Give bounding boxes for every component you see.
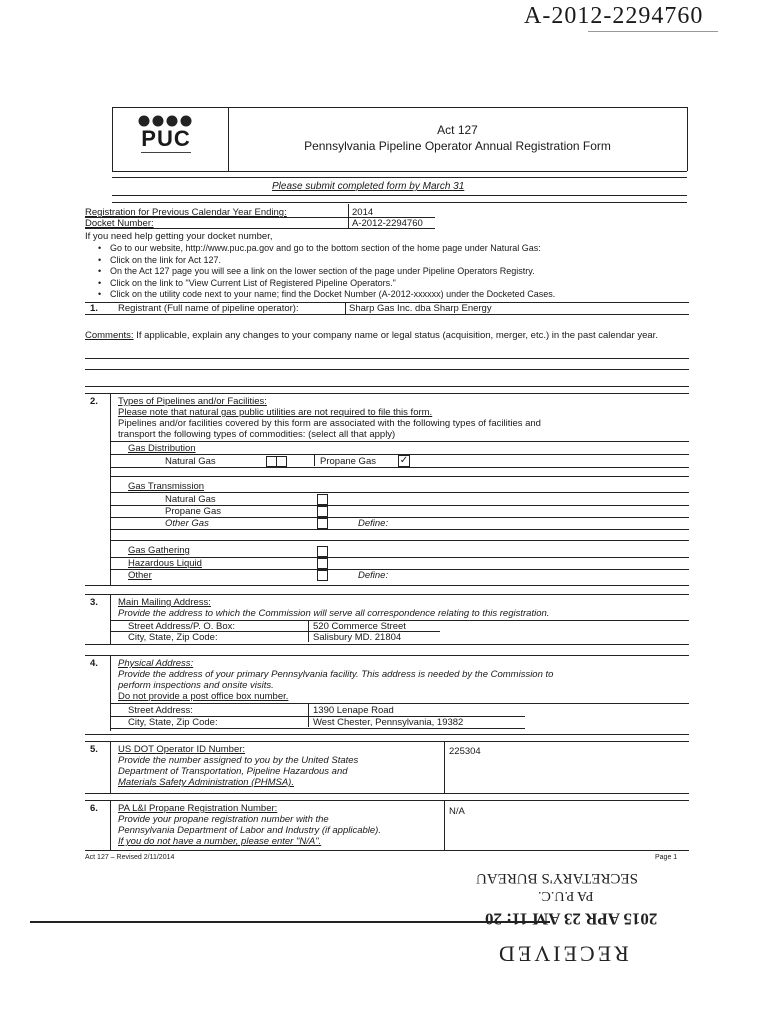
- section3-num: 3.: [90, 597, 98, 608]
- section1-divider: [345, 302, 346, 314]
- logo-text: PUC: [141, 126, 191, 151]
- gas-gathering-label: Gas Gathering: [128, 545, 190, 556]
- submit-row-bottom-2: [112, 202, 687, 203]
- physical-divider: [308, 703, 309, 727]
- help-bullet-5: • Click on the utility code next to your name; find the Docket Number (A-2012-xxxxxx) under the Docketed Cases.: [92, 289, 555, 301]
- trans-natural-gas-label: Natural Gas: [165, 494, 216, 505]
- physical-street-label: Street Address:: [128, 705, 193, 716]
- section4-desc-1: Provide the address of your primary Pennsylvania facility. This address is needed by the Commission to: [118, 669, 554, 680]
- trans-other-gas-checkbox[interactable]: [317, 518, 328, 529]
- stamp-pa-puc: PA P.U.C.: [538, 887, 594, 903]
- help-bullet-4: • Click on the link to "View Current List of Registered Pipeline Operators.": [92, 278, 555, 290]
- section2-desc-1: Pipelines and/or facilities covered by this form are associated with the following types of facilities and: [118, 418, 541, 429]
- section6-num: 6.: [90, 803, 98, 814]
- section3-top: [85, 594, 689, 595]
- section5-desc-3: Materials Safety Administration (PHMSA).: [118, 777, 294, 788]
- help-bullets: [92, 243, 555, 301]
- footer-page: Page 1: [655, 854, 678, 861]
- section4-title: Physical Address:: [118, 658, 194, 669]
- section2-note: Please note that natural gas public utilities are not required to file this form.: [118, 407, 433, 418]
- gas-transmission-label: Gas Transmission: [128, 481, 205, 492]
- section6-title: PA L&I Propane Registration Number:: [118, 803, 278, 814]
- section4-bottom: [85, 734, 689, 735]
- comments-line-1: [85, 358, 689, 359]
- section3-bottom: [85, 644, 689, 645]
- dist-natural-gas-checkbox-2[interactable]: [276, 456, 287, 467]
- dist-row-bottom-2: [110, 476, 689, 477]
- section5-num: 5.: [90, 744, 98, 755]
- logo-underline: [141, 152, 191, 153]
- stamp-received: RECEIVED: [496, 941, 629, 967]
- dist-natural-gas-label: Natural Gas: [165, 456, 216, 467]
- section1-bottom: [85, 314, 689, 315]
- section5-num-divider: [110, 741, 111, 793]
- physical-city-line: [110, 728, 525, 729]
- trans-propane-gas-label: Propane Gas: [165, 506, 221, 517]
- physical-city-label: City, State, Zip Code:: [128, 717, 218, 728]
- section4-num-divider: [110, 655, 111, 731]
- physical-city-value[interactable]: West Chester, Pennsylvania, 19382: [313, 717, 464, 728]
- stamp-rule: [30, 921, 550, 923]
- section2-top: [85, 393, 689, 394]
- header-left-border: [112, 107, 113, 171]
- section3-num-divider: [110, 594, 111, 644]
- section4-desc-3: Do not provide a post office box number.: [118, 691, 289, 702]
- gas-gathering-checkbox[interactable]: [317, 546, 328, 557]
- mailing-street-value[interactable]: 520 Commerce Street: [313, 621, 406, 632]
- section5-desc-2: Department of Transportation, Pipeline Hazardous and: [118, 766, 348, 777]
- other-facility-label: Other: [128, 570, 152, 581]
- help-intro: If you need help getting your docket number,: [85, 231, 273, 242]
- trans-other-gas-label: Other Gas: [165, 518, 209, 529]
- section6-desc-3: If you do not have a number, please enter "N/A".: [118, 836, 322, 847]
- section6-top: [85, 800, 689, 801]
- section1-num: 1.: [90, 303, 98, 314]
- submit-note: Please submit completed form by March 31: [272, 181, 465, 192]
- section5-value-divider: [444, 741, 445, 793]
- header-right-border: [687, 107, 688, 171]
- comments-label: Comments:: [85, 330, 134, 341]
- section6-value-divider: [444, 800, 445, 850]
- section1-value[interactable]: Sharp Gas Inc. dba Sharp Energy: [349, 303, 492, 314]
- docket-row-line: [85, 228, 435, 229]
- section2-title: Types of Pipelines and/or Facilities:: [118, 396, 267, 407]
- comments-line-3: [85, 386, 689, 387]
- section4-desc-2: perform inspections and onsite visits.: [118, 680, 274, 691]
- registration-divider: [348, 204, 349, 228]
- submit-row-top: [112, 177, 687, 178]
- puc-logo: [126, 114, 206, 164]
- section5-bottom: [85, 793, 689, 794]
- section5-top: [85, 741, 689, 742]
- comments-block: [85, 330, 665, 341]
- transmission-row-line: [110, 492, 689, 493]
- header-top-border: [112, 107, 687, 108]
- mailing-city-value[interactable]: Salisbury MD. 21804: [313, 632, 402, 643]
- section4-top: [85, 655, 689, 656]
- section6-num-divider: [110, 800, 111, 850]
- section3-title: Main Mailing Address:: [118, 597, 211, 608]
- section2-desc-line: [110, 441, 689, 442]
- handwritten-underline: [588, 31, 718, 32]
- comments-line-2: [85, 369, 689, 370]
- hazardous-liquid-label: Hazardous Liquid: [128, 558, 202, 569]
- other-facility-checkbox[interactable]: [317, 570, 328, 581]
- help-bullet-3: • On the Act 127 page you will see a link on the lower section of the page under Pipeline Operators Registry.: [92, 266, 555, 278]
- other-define-label: Define:: [358, 570, 389, 581]
- section3-desc: Provide the address to which the Commission will serve all correspondence relating to this registration.: [118, 608, 550, 619]
- gas-distribution-label: Gas Distribution: [128, 443, 196, 454]
- header-act: Act 127: [437, 123, 478, 137]
- trans-other-line: [110, 529, 689, 530]
- docket-number-label: Docket Number:: [85, 218, 154, 229]
- dist-row-bottom: [110, 467, 689, 468]
- section5-desc-1: Provide the number assigned to you by the United States: [118, 755, 359, 766]
- registration-year-value[interactable]: 2014: [352, 207, 374, 218]
- hazardous-liquid-checkbox[interactable]: [317, 558, 328, 569]
- header-bottom-border: [112, 171, 687, 172]
- propane-registration-value[interactable]: N/A: [449, 806, 465, 817]
- dist-propane-gas-checkbox[interactable]: ✓: [399, 455, 409, 466]
- dist-divider: [314, 454, 315, 466]
- trans-define-label: Define:: [358, 518, 389, 529]
- section4-num: 4.: [90, 658, 98, 669]
- trans-natural-gas-checkbox[interactable]: [317, 494, 328, 505]
- mailing-city-label: City, State, Zip Code:: [128, 632, 218, 643]
- gathering-top-line: [110, 540, 689, 541]
- mailing-street-label: Street Address/P. O. Box:: [128, 621, 236, 632]
- trans-propane-gas-checkbox[interactable]: [317, 506, 328, 517]
- handwritten-docket: A-2012-2294760: [524, 3, 704, 29]
- submit-row-bottom: [112, 195, 687, 196]
- help-bullet-2: • Click on the link for Act 127.: [92, 255, 555, 267]
- stamp-secretary-bureau: SECRETARY'S BUREAU: [476, 870, 638, 886]
- header-title: Pennsylvania Pipeline Operator Annual Registration Form: [304, 139, 611, 153]
- section2-desc-2: transport the following types of commodities: (select all that apply): [118, 429, 396, 440]
- dot-operator-id-value[interactable]: 225304: [449, 746, 481, 757]
- section6-bottom: [85, 850, 689, 851]
- dist-propane-gas-label: Propane Gas: [320, 456, 376, 467]
- section6-desc-1: Provide your propane registration number with the: [118, 814, 329, 825]
- physical-street-value[interactable]: 1390 Lenape Road: [313, 705, 394, 716]
- footer-revision: Act 127 – Revised 2/11/2014: [85, 854, 175, 861]
- section1-label: Registrant (Full name of pipeline operator):: [118, 303, 299, 314]
- stamp-date: 2015 APR 23 AM 11: 20: [485, 909, 658, 929]
- section2-num: 2.: [90, 396, 98, 407]
- help-bullet-1: • Go to our website, http://www.puc.pa.gov and go to the bottom section of the home page under Natural Gas:: [92, 243, 555, 255]
- section2-bottom: [85, 585, 689, 586]
- docket-number-value[interactable]: A-2012-2294760: [352, 218, 423, 229]
- section4-desc-line: [110, 703, 689, 704]
- comments-text: If applicable, explain any changes to your company name or legal status (acquisition, merger, etc.) in the past calendar year.: [136, 330, 658, 341]
- section5-title: US DOT Operator ID Number:: [118, 744, 246, 755]
- section6-desc-2: Pennsylvania Department of Labor and Industry (if applicable).: [118, 825, 381, 836]
- registration-year-label: Registration for Previous Calendar Year Ending:: [85, 207, 287, 218]
- hazardous-line: [110, 569, 689, 570]
